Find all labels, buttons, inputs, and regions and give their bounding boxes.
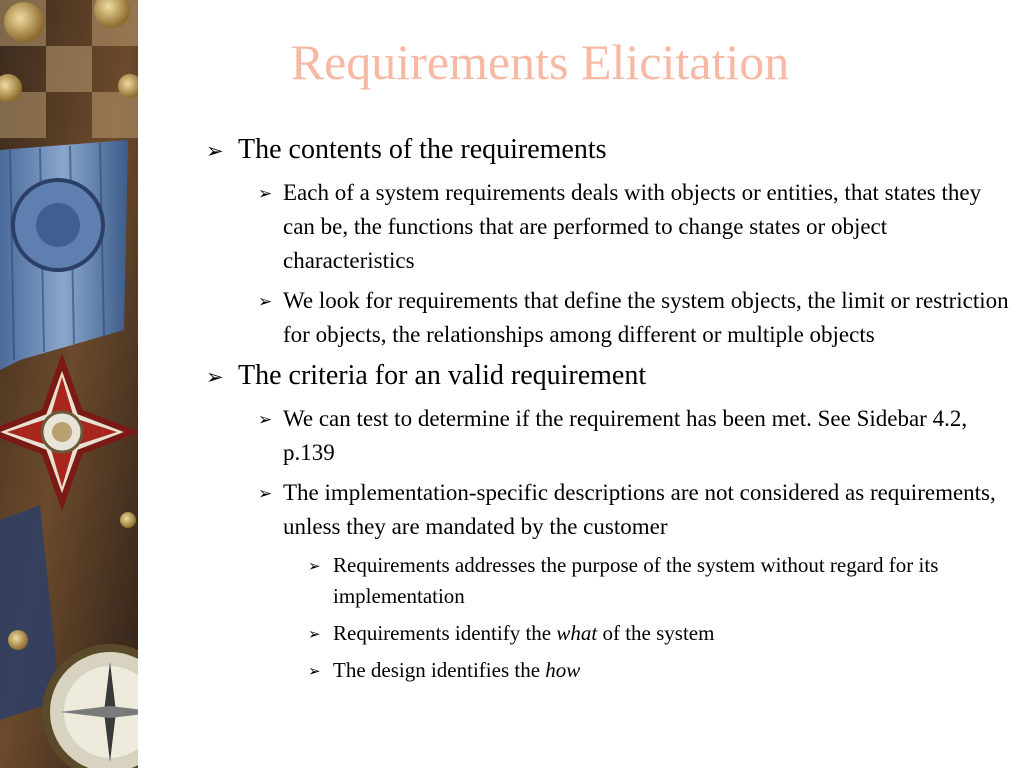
- bullet-text: We can test to determine if the requirement has been met. See Sidebar 4.2, p.139: [283, 406, 968, 465]
- emphasis-how: how: [545, 658, 581, 682]
- bullet-level3-purpose: [308, 550, 1018, 612]
- bullet-text: The criteria for an valid requirement: [238, 360, 647, 391]
- arrow-bullet-icon: ➢: [308, 625, 321, 643]
- bullet-level2-testable: [258, 402, 1018, 470]
- bullet-text: Requirements addresses the purpose of the system without regard for its implementation: [333, 553, 939, 608]
- bullet-text: We look for requirements that define the system objects, the limit or restriction for objects, the relationships among different or multiple objects: [283, 288, 1009, 347]
- bullet-level2-define-objects: [258, 284, 1018, 352]
- bullet-level2-objects-entities: [258, 176, 1018, 278]
- bullet-text: [333, 658, 580, 682]
- bullet-text: [333, 621, 714, 645]
- arrow-bullet-icon: ➢: [206, 139, 224, 163]
- emphasis-what: what: [556, 621, 598, 645]
- bullet-text: The contents of the requirements: [238, 134, 607, 165]
- bullet-level3-what: [308, 618, 1018, 649]
- bullet-level1-criteria: [206, 356, 1018, 396]
- text-after: of the system: [597, 621, 715, 645]
- bullet-level2-implementation-specific: [258, 476, 1018, 544]
- bullet-level3-how: [308, 655, 1018, 686]
- bullet-text: The implementation-specific descriptions are not considered as requirements, unless they are mandated by the customer: [283, 480, 996, 539]
- bullet-level1-contents: [206, 130, 1018, 170]
- bullet-text: Each of a system requirements deals with objects or entities, that states they can be, the functions that are performed to change states or object characteristics: [283, 180, 982, 273]
- arrow-bullet-icon: ➢: [206, 365, 224, 389]
- arrow-bullet-icon: ➢: [258, 184, 273, 204]
- arrow-bullet-icon: ➢: [308, 557, 321, 575]
- text-before: The design identifies the: [333, 658, 546, 682]
- slide-body: [206, 126, 1018, 686]
- arrow-bullet-icon: ➢: [308, 662, 321, 680]
- side-decorative-image: [0, 0, 138, 768]
- slide-title: Requirements Elicitation: [290, 34, 790, 90]
- text-before: Requirements identify the: [333, 621, 557, 645]
- arrow-bullet-icon: ➢: [258, 292, 273, 312]
- arrow-bullet-icon: ➢: [258, 484, 273, 504]
- arrow-bullet-icon: ➢: [258, 410, 273, 430]
